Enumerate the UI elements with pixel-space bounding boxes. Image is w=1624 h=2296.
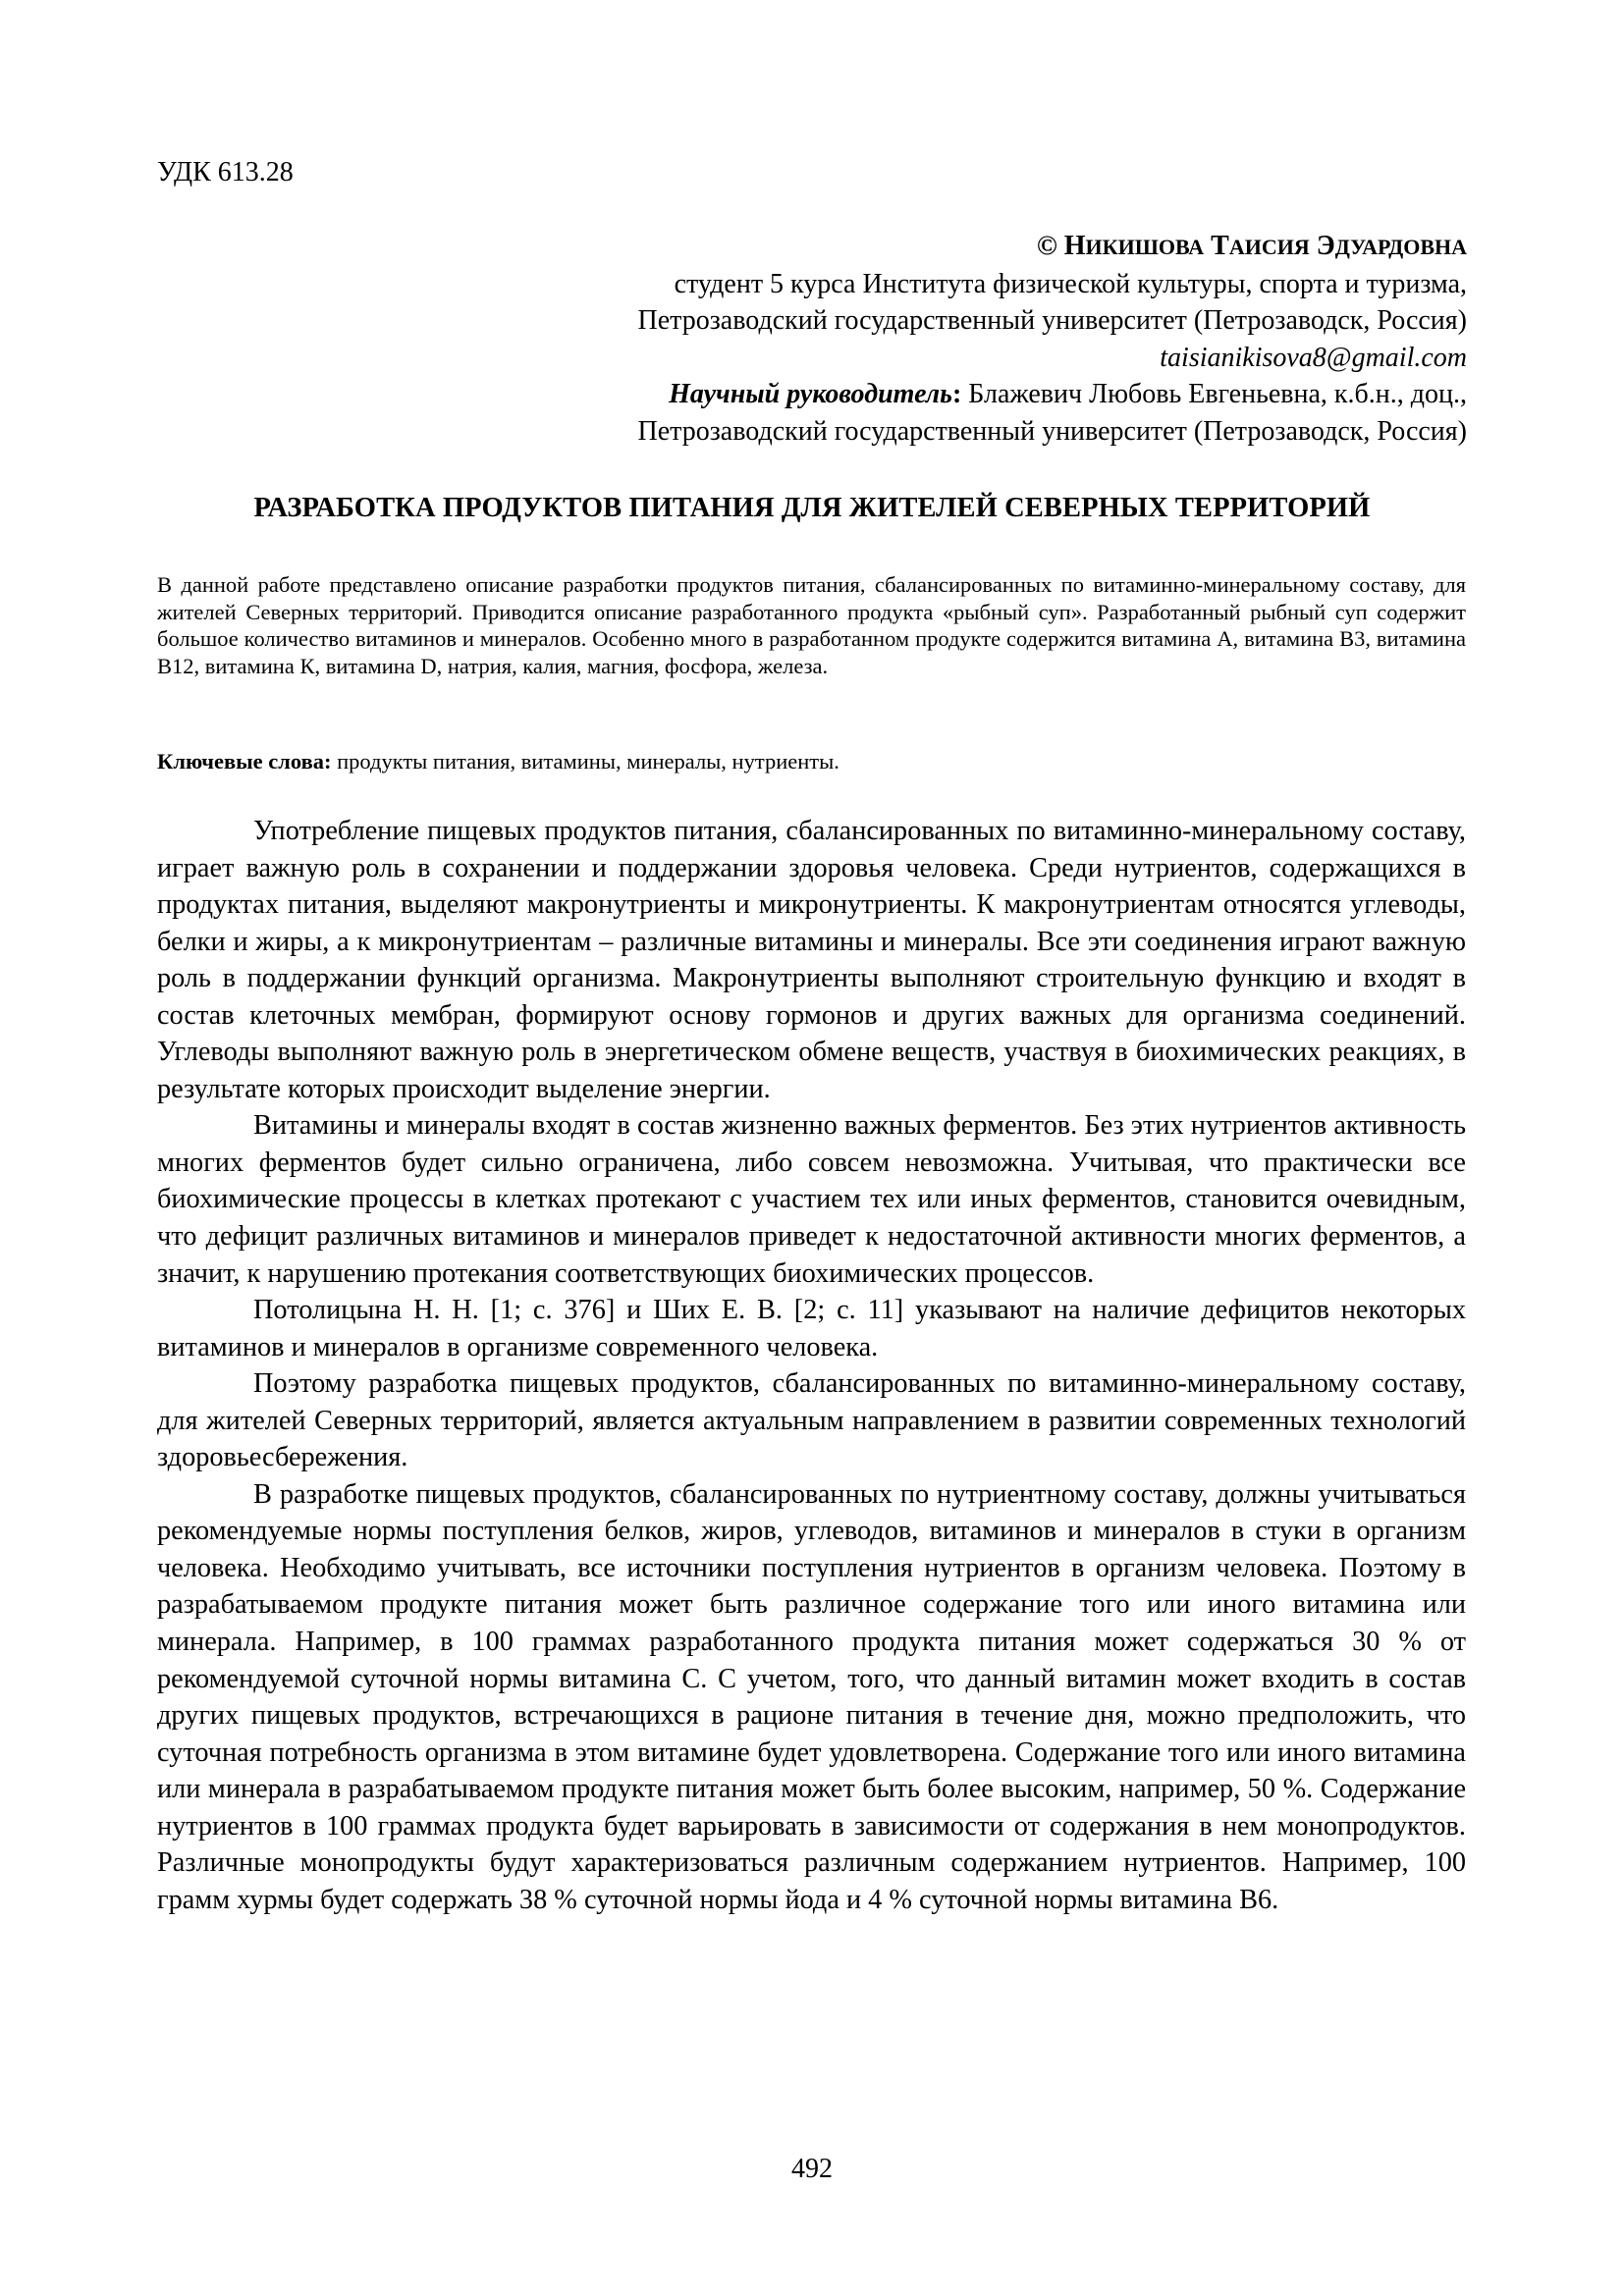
body-text	[157, 813, 1466, 1918]
body-paragraph: Поэтому разработка пищевых продуктов, сбалансированных по витаминно-минеральному составу, для жителей Северных территорий, является актуальным направлением в развитии современных технологий здоровьесбережения.	[157, 1368, 1466, 1473]
copyright-sign: ©	[1036, 231, 1057, 261]
abstract: В данной работе представлено описание разработки продуктов питания, сбалансированных по витаминно-минеральному составу, для жителей Северных территорий. Приводится описание разработанного продукта «рыбный суп». Разработанный рыбный суп содержит большое количество витаминов и минералов. Особенно много в разработанном продукте содержится витамина А, витамина В3, витамина В12, витамина К, витамина D, натрия, калия, магния, фосфора, железа.	[157, 572, 1466, 678]
udk-code: УДК 613.28	[157, 157, 294, 187]
page-number: 492	[791, 2154, 833, 2184]
supervisor-affiliation: Петрозаводский государственный университет (Петрозаводск, Россия)	[637, 415, 1467, 447]
author-position: студент 5 курса Института физической культуры, спорта и туризма,	[674, 268, 1467, 299]
paper-title: РАЗРАБОТКА ПРОДУКТОВ ПИТАНИЯ ДЛЯ ЖИТЕЛЕЙ СЕВЕРНЫХ ТЕРРИТОРИЙ	[253, 493, 1371, 523]
author-affiliation: Петрозаводский государственный университет (Петрозаводск, Россия)	[637, 305, 1467, 337]
body-paragraph: Употребление пищевых продуктов питания, сбалансированных по витаминно-минеральному составу, играет важную роль в сохранении и поддержании здоровья человека. Среди нутриентов, содержащихся в продуктах питания, выделяют макронутриенты и микронутриенты. К макронутриентам относятся углеводы, белки и жиры, а к микронутриентам – различные витамины и минералы. Все эти соединения играют важную роль в поддержании функций организма. Макронутриенты выполняют строительную функцию и входят в состав клеточных мембран, формируют основу гормонов и других важных для организма соединений. Углеводы выполняют важную роль в энергетическом обмене веществ, участвуя в биохимических реакциях, в результате которых происходит выделение энергии.	[157, 816, 1466, 1104]
author-name	[190, 228, 1467, 266]
author-surname: НИКИШОВА	[1063, 231, 1205, 261]
keywords-label: Ключевые слова:	[157, 749, 332, 774]
keywords-text: продукты питания, витамины, минералы, нутриенты.	[331, 749, 839, 774]
supervisor-name: Блажевич Любовь Евгеньевна, к.б.н., доц.,	[961, 379, 1467, 410]
author-block	[190, 228, 1467, 451]
body-paragraph: В разработке пищевых продуктов, сбалансированных по нутриентному составу, должны учитываться рекомендуемые нормы поступления белков, жиров, углеводов, витаминов и минералов в стуки в организм человека. Необходимо учитывать, все источники поступления нутриентов в организм человека. Поэтому в разрабатываемом продукте питания может быть различное содержание того или иного витамина или минерала. Например, в 100 граммах разработанного продукта питания может содержаться 30 % от рекомендуемой суточной нормы витамина С. С учетом, того, что данный витамин может входить в состав других пищевых продуктов, встречающихся в рационе питания в течение дня, можно предположить, что суточная потребность организма в этом витамине будет удовлетворена. Содержание того или иного витамина или минерала в разрабатываемом продукте питания может быть более высоким, например, 50 %. Содержание нутриентов в 100 граммах продукта будет варьировать в зависимости от содержания в нем монопродуктов. Различные монопродукты будут характеризоваться различным содержанием нутриентов. Например, 100 грамм хурмы будет содержать 38 % суточной нормы йода и 4 % суточной нормы витамина В6.	[157, 1478, 1466, 1915]
body-paragraph: Потолицына Н. Н. [1; с. 376] и Ших Е. В. [2; с. 11] указывают на наличие дефицитов некоторых витаминов и минералов в организме современного человека.	[157, 1295, 1466, 1362]
author-patronymic: ЭДУАРДОВНА	[1316, 231, 1467, 261]
author-email[interactable]: taisianikisova8@gmail.com	[1160, 342, 1467, 373]
supervisor-label: Научный руководитель	[669, 379, 952, 410]
supervisor-line: Научный руководитель: Блажевич Любовь Евгеньевна, к.б.н., доц.,	[669, 379, 1467, 410]
author-given-name: ТАИСИЯ	[1211, 231, 1310, 261]
body-paragraph: Витамины и минералы входят в состав жизненно важных ферментов. Без этих нутриентов активность многих ферментов будет сильно ограничена, либо совсем невозможна. Учитывая, что практически все биохимические процессы в клетках протекают с участием тех или иных ферментов, становится очевидным, что дефицит различных витаминов и минералов приведет к недостаточной активности многих ферментов, а значит, к нарушению протекания соответствующих биохимических процессов.	[157, 1110, 1466, 1289]
keywords	[157, 748, 1466, 775]
